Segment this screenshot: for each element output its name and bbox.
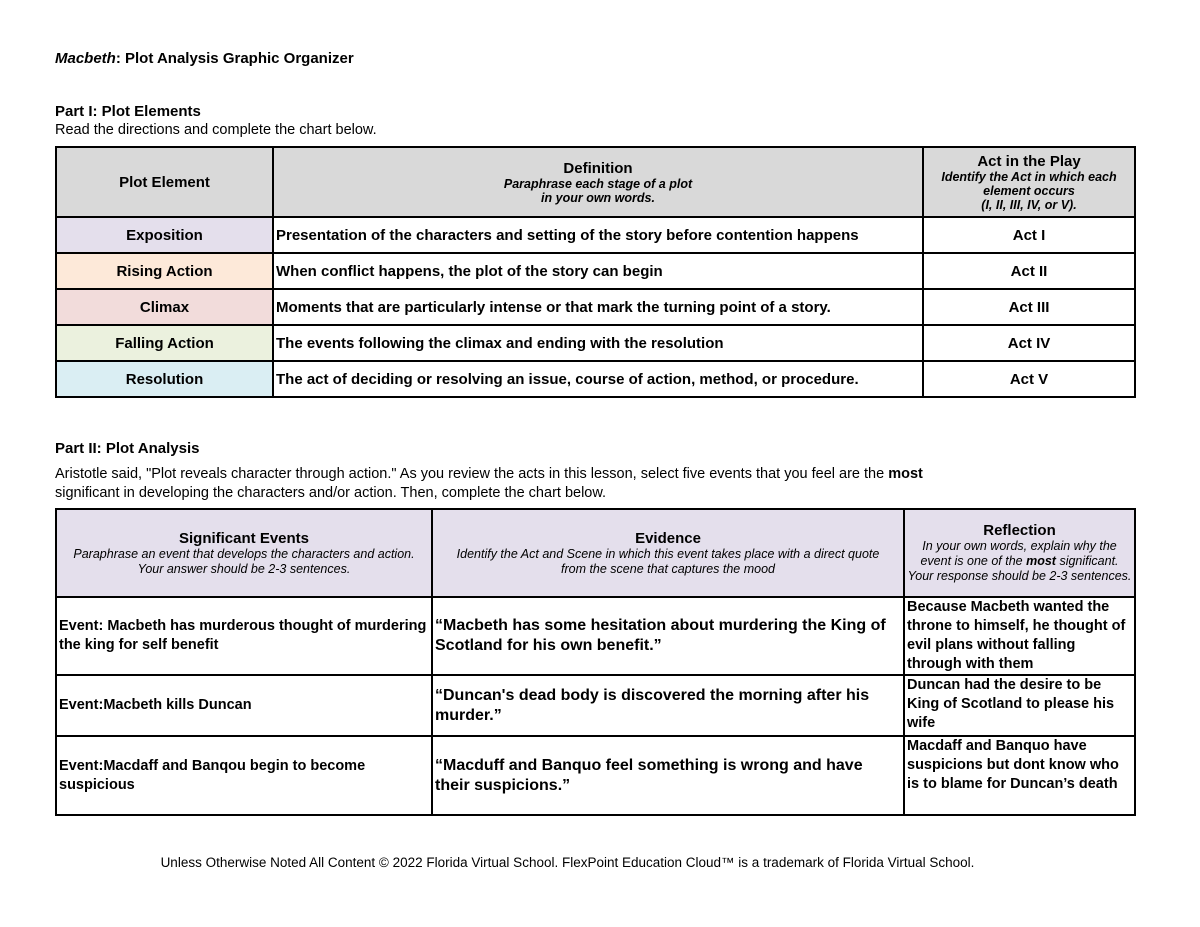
document-title: Macbeth: Plot Analysis Graphic Organizer <box>55 50 354 67</box>
definition-cell[interactable]: The events following the climax and ending with the resolution <box>273 325 923 361</box>
definition-cell[interactable]: The act of deciding or resolving an issue, course of action, method, or procedure. <box>273 361 923 397</box>
reflection-cell[interactable]: Because Macbeth wanted the throne to himself, he thought of evil plans without falling through with them <box>904 597 1135 675</box>
table-row <box>56 217 1135 253</box>
table-header-row <box>56 147 1135 217</box>
part1-directions: Read the directions and complete the chart below. <box>55 122 377 138</box>
act-cell[interactable]: Act IV <box>923 325 1135 361</box>
evidence-cell[interactable]: “Macbeth has some hesitation about murdering the King of Scotland for his own benefit.” <box>432 597 904 675</box>
plot-element-cell: Resolution <box>56 361 273 397</box>
reflection-cell[interactable]: Duncan had the desire to be King of Scotland to please his wife <box>904 675 1135 736</box>
plot-element-cell: Rising Action <box>56 253 273 289</box>
evidence-cell[interactable]: “Duncan's dead body is discovered the morning after his murder.” <box>432 675 904 736</box>
part2-intro: Aristotle said, "Plot reveals character through action." As you review the acts in this lesson, select five events that you feel are the most significant in developing the characters and/or action. Then, complete the chart below. <box>55 466 923 501</box>
header-significant-events: Significant Events Paraphrase an event that develops the characters and action. Your answer should be 2-3 sentences. <box>56 509 432 597</box>
event-cell[interactable]: Event:Macbeth kills Duncan <box>56 675 432 736</box>
header-definition: Definition Paraphrase each stage of a plot in your own words. <box>273 147 923 217</box>
table-header-row <box>56 509 1135 597</box>
header-act-in-play: Act in the Play Identify the Act in which each element occurs (I, II, III, IV, or V). <box>923 147 1135 217</box>
act-cell[interactable]: Act III <box>923 289 1135 325</box>
part1-heading: Part I: Plot Elements <box>55 103 201 120</box>
definition-cell[interactable]: Presentation of the characters and setting of the story before contention happens <box>273 217 923 253</box>
plot-analysis-table <box>55 508 1136 816</box>
definition-cell[interactable]: Moments that are particularly intense or that mark the turning point of a story. <box>273 289 923 325</box>
part2-heading: Part II: Plot Analysis <box>55 440 200 457</box>
plot-element-cell: Exposition <box>56 217 273 253</box>
event-cell[interactable]: Event: Macbeth has murderous thought of murdering the king for self benefit <box>56 597 432 675</box>
header-reflection: Reflection In your own words, explain why the event is one of the most significant. Your response should be 2-3 sentences. <box>904 509 1135 597</box>
plot-element-cell: Falling Action <box>56 325 273 361</box>
act-cell[interactable]: Act I <box>923 217 1135 253</box>
definition-cell[interactable]: When conflict happens, the plot of the story can begin <box>273 253 923 289</box>
table-row <box>56 253 1135 289</box>
table-row <box>56 289 1135 325</box>
table-row <box>56 325 1135 361</box>
table-row <box>56 597 1135 675</box>
copyright-footer: Unless Otherwise Noted All Content © 2022 Florida Virtual School. FlexPoint Education Cloud™ is a trademark of Florida Virtual School. <box>160 855 975 870</box>
table-row <box>56 736 1135 815</box>
evidence-cell[interactable]: “Macduff and Banquo feel something is wrong and have their suspicions.” <box>432 736 904 815</box>
plot-element-cell: Climax <box>56 289 273 325</box>
act-cell[interactable]: Act II <box>923 253 1135 289</box>
table-row <box>56 675 1135 736</box>
table-row <box>56 361 1135 397</box>
header-evidence: Evidence Identify the Act and Scene in which this event takes place with a direct quote from the scene that captures the mood <box>432 509 904 597</box>
act-cell[interactable]: Act V <box>923 361 1135 397</box>
event-cell[interactable]: Event:Macdaff and Banqou begin to become suspicious <box>56 736 432 815</box>
reflection-cell[interactable]: Macdaff and Banquo have suspicions but dont know who is to blame for Duncan’s death <box>904 736 1135 815</box>
header-plot-element: Plot Element <box>56 147 273 217</box>
plot-elements-table <box>55 146 1136 398</box>
